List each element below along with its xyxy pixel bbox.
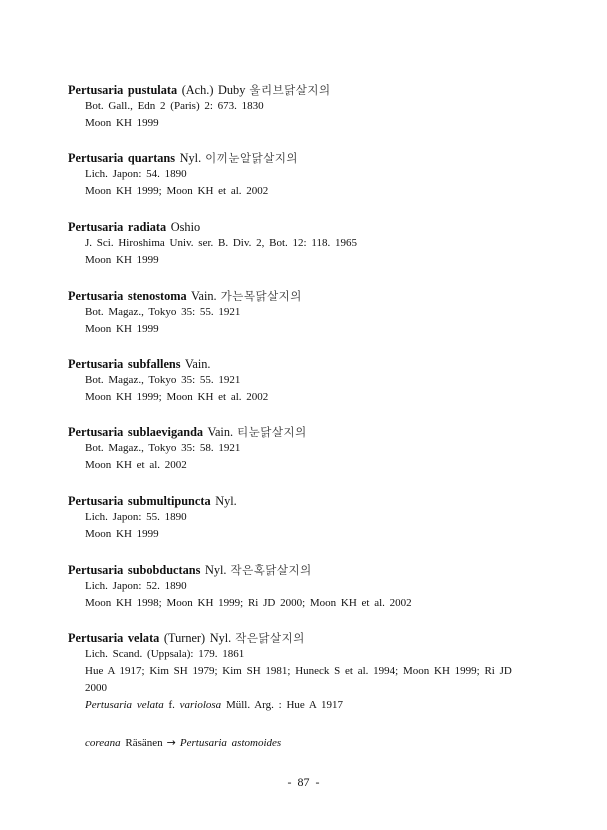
entry-heading	[68, 82, 568, 98]
entry-heading	[68, 493, 568, 509]
genus-name: Pertusaria	[68, 220, 124, 234]
korean-name: 이끼눈알닭살지의	[205, 151, 299, 165]
xref-epithet: coreana	[85, 737, 121, 749]
species-epithet: subfallens	[127, 357, 181, 371]
variety-infra: variolosa	[179, 699, 222, 711]
korean-name: 울리브닭살지의	[249, 83, 331, 97]
genus-name: Pertusaria	[68, 494, 124, 508]
reference-line: Moon KH 1999	[85, 528, 159, 540]
species-entry	[68, 493, 568, 543]
korean-name: 작은닭살지의	[235, 631, 305, 645]
genus-name: Pertusaria	[68, 563, 124, 577]
entry-heading	[68, 288, 568, 304]
reference-line: Hue A 1917; Kim SH 1979; Kim SH 1981; Huneck S et al. 1994; Moon KH 1999; Ri JD 2000	[85, 665, 512, 694]
species-epithet: pustulata	[127, 83, 178, 97]
xref-target: Pertusaria astomoides	[179, 737, 282, 749]
reference-line: Lich. Scand. (Uppsala): 179. 1861	[85, 648, 245, 660]
species-entry	[68, 356, 568, 406]
korean-name: 티눈닭살지의	[237, 425, 307, 439]
entry-heading	[68, 562, 568, 578]
reference-line: Moon KH 1999	[85, 323, 159, 335]
author-name: Vain.	[207, 425, 234, 439]
species-epithet: velata	[127, 631, 160, 645]
genus-name: Pertusaria	[68, 83, 124, 97]
author-name: Vain.	[184, 357, 211, 371]
genus-name: Pertusaria	[68, 425, 124, 439]
reference-line: Lich. Japon: 54. 1890	[85, 168, 187, 180]
species-epithet: quartans	[127, 151, 176, 165]
species-epithet: submultipuncta	[127, 494, 211, 508]
korean-name: 작은혹닭살지의	[230, 563, 312, 577]
reference-line: J. Sci. Hiroshima Univ. ser. B. Div. 2, Bot. 12: 118. 1965	[85, 237, 357, 249]
right-arrow-icon: →	[166, 736, 176, 749]
reference-line: Bot. Magaz., Tokyo 35: 55. 1921	[85, 374, 241, 386]
reference-line: Bot. Gall., Edn 2 (Paris) 2: 673. 1830	[85, 100, 264, 112]
genus-name: Pertusaria	[68, 289, 124, 303]
entry-heading	[68, 150, 568, 166]
reference-line: Moon KH et al. 2002	[85, 459, 187, 471]
entry-heading	[68, 219, 568, 235]
reference-line: Bot. Magaz., Tokyo 35: 58. 1921	[85, 442, 241, 454]
genus-name: Pertusaria	[68, 357, 124, 371]
author-name: (Turner) Nyl.	[163, 631, 232, 645]
author-name: Nyl.	[215, 494, 237, 508]
entry-heading	[68, 630, 568, 646]
variety-rank: f.	[168, 699, 175, 711]
genus-name: Pertusaria	[68, 631, 124, 645]
entry-heading	[68, 424, 568, 440]
species-epithet: sublaeviganda	[127, 425, 204, 439]
xref-author: Räsänen	[125, 737, 163, 749]
species-epithet: radiata	[127, 220, 167, 234]
author-name: Vain.	[191, 289, 217, 303]
species-entry	[68, 424, 568, 474]
entry-heading	[68, 356, 568, 372]
reference-line: Moon KH 1999	[85, 254, 159, 266]
species-entry	[68, 82, 568, 132]
species-entry	[68, 219, 568, 269]
author-name: Nyl.	[179, 151, 202, 165]
species-entry	[68, 288, 568, 338]
author-name: Nyl.	[204, 563, 227, 577]
variety-epithet: velata	[136, 699, 164, 711]
reference-line: Moon KH 1998; Moon KH 1999; Ri JD 2000; Moon KH et al. 2002	[85, 597, 412, 609]
species-entry	[68, 630, 568, 714]
author-name: Oshio	[170, 220, 201, 234]
species-entry	[68, 150, 568, 200]
korean-name: 가는목닭살지의	[220, 289, 302, 303]
variety-line	[85, 697, 568, 714]
species-epithet: stenostoma	[127, 289, 187, 303]
genus-name: Pertusaria	[68, 151, 124, 165]
variety-author: Müll. Arg. : Hue A 1917	[225, 699, 343, 711]
variety-genus: Pertusaria	[85, 699, 133, 711]
author-name: (Ach.) Duby	[181, 83, 246, 97]
reference-line: Lich. Japon: 52. 1890	[85, 580, 187, 592]
page-number: - 87 -	[287, 775, 320, 789]
reference-line: Moon KH 1999; Moon KH et al. 2002	[85, 185, 269, 197]
reference-line: Lich. Japon: 55. 1890	[85, 511, 187, 523]
reference-line: Moon KH 1999	[85, 117, 159, 129]
species-entry	[68, 562, 568, 612]
reference-line: Bot. Magaz., Tokyo 35: 55. 1921	[85, 306, 241, 318]
species-epithet: subobductans	[127, 563, 201, 577]
cross-reference	[85, 736, 281, 749]
reference-line: Moon KH 1999; Moon KH et al. 2002	[85, 391, 269, 403]
